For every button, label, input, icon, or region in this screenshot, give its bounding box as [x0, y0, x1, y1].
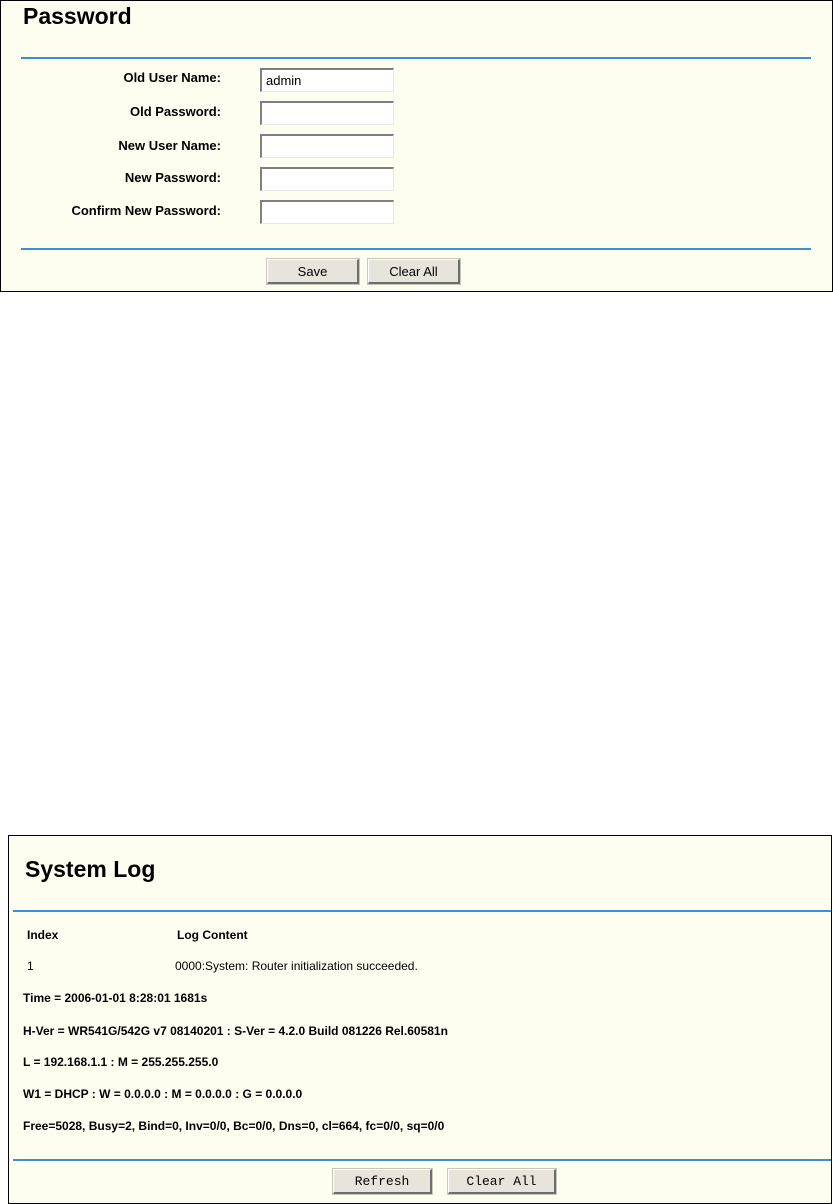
new-password-label: New Password:: [124, 170, 221, 185]
time-info: Time = 2006-01-01 8:28:01 1681s: [23, 991, 208, 1005]
old-password-label: Old Password:: [129, 104, 221, 119]
refresh-button[interactable]: Refresh: [333, 1169, 432, 1194]
lan-info: L = 192.168.1.1 : M = 255.255.255.0: [23, 1055, 219, 1069]
confirm-new-password-input[interactable]: [260, 200, 394, 224]
old-user-name-label: Old User Name:: [123, 70, 221, 85]
system-log-panel: [8, 835, 832, 1204]
version-info: H-Ver = WR541G/542G v7 08140201 : S-Ver = 4.2.0 Build 081226 Rel.60581n: [23, 1024, 448, 1038]
log-entry-content: 0000:System: Router initialization succeeded.: [175, 959, 418, 973]
wan-info: W1 = DHCP : W = 0.0.0.0 : M = 0.0.0.0 : G = 0.0.0.0: [23, 1087, 303, 1101]
log-entry-index: 1: [27, 959, 34, 973]
new-user-name-input[interactable]: [260, 134, 394, 158]
new-password-input[interactable]: [260, 167, 394, 191]
system-log-title: System Log: [25, 856, 156, 882]
password-panel: [0, 0, 833, 292]
log-content-header: Log Content: [177, 928, 248, 942]
clear-all-button[interactable]: Clear All: [368, 259, 460, 284]
top-divider: [21, 57, 811, 59]
old-password-input[interactable]: [260, 101, 394, 125]
old-user-name-input[interactable]: [260, 68, 394, 92]
save-button[interactable]: Save: [267, 259, 359, 284]
new-user-name-label: New User Name:: [118, 138, 221, 153]
bottom-divider: [21, 248, 811, 250]
log-clear-all-button[interactable]: Clear All: [448, 1169, 556, 1194]
log-top-divider: [13, 910, 831, 912]
index-header: Index: [27, 928, 59, 942]
password-title: Password: [23, 3, 132, 29]
stats-info: Free=5028, Busy=2, Bind=0, Inv=0/0, Bc=0/0, Dns=0, cl=664, fc=0/0, sq=0/0: [23, 1119, 445, 1133]
log-bottom-divider: [13, 1159, 831, 1161]
confirm-new-password-label: Confirm New Password:: [71, 203, 221, 218]
